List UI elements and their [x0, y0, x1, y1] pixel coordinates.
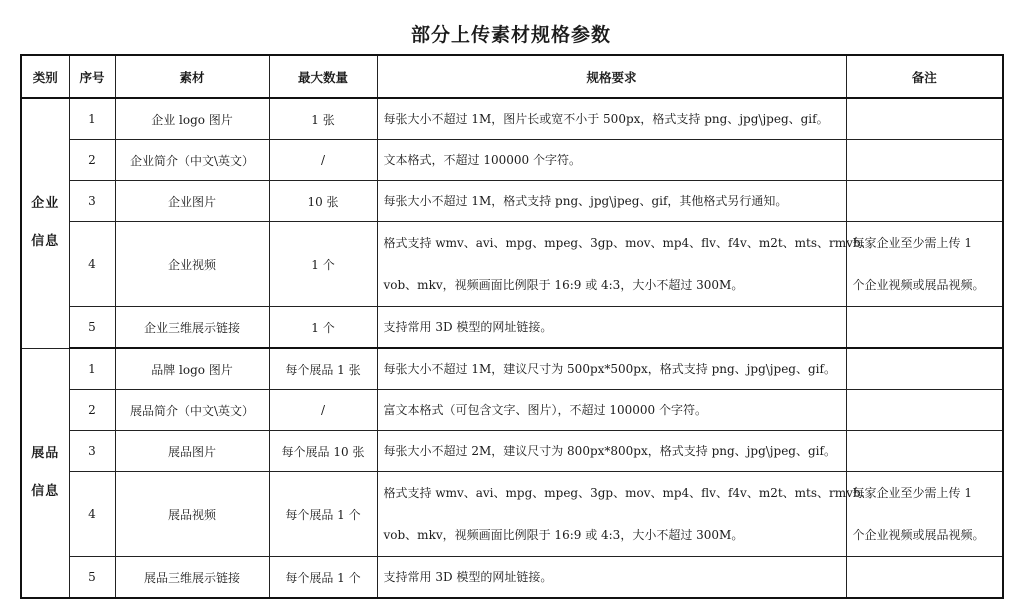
table-row [21, 222, 1003, 307]
spec-cell [377, 222, 873, 307]
max-count-cell: 1 张 [269, 98, 377, 140]
note-cell [846, 140, 1003, 181]
max-count-cell: / [269, 140, 377, 181]
header-note: 备注 [846, 55, 1003, 98]
index-cell: 2 [69, 140, 115, 181]
material-cell: 企业三维展示链接 [115, 307, 269, 349]
material-cell: 企业 logo 图片 [115, 98, 269, 140]
max-count-cell: 每个展品 1 个 [269, 557, 377, 599]
header-spec: 规格要求 [377, 55, 846, 98]
category-cell-company [21, 98, 69, 348]
spec-line: vob、mkv，视频画面比例限于 16:9 或 4:3，大小不超过 300M。 [383, 528, 744, 542]
spec-cell: 每张大小不超过 1M，建议尺寸为 500px*500px，格式支持 png、jpg\jpeg、gif。 [377, 348, 846, 390]
note-cell [846, 348, 1003, 390]
table-row [21, 307, 1003, 349]
table-row [21, 181, 1003, 222]
spec-cell: 每张大小不超过 1M，图片长或宽不小于 500px，格式支持 png、jpg\jpeg、gif。 [377, 98, 846, 140]
table-row [21, 140, 1003, 181]
spec-line: 格式支持 wmv、avi、mpg、mpeg、3gp、mov、mp4、flv、f4v、m2t、mts、rmvb、 [383, 236, 873, 250]
category-label: 企业 [31, 196, 60, 212]
table-row [21, 472, 1003, 557]
table-header-row [21, 55, 1003, 98]
category-cell-exhibit [21, 348, 69, 598]
document-title: 部分上传素材规格参数 [410, 24, 611, 46]
index-cell: 3 [69, 431, 115, 472]
index-cell: 5 [69, 307, 115, 349]
material-cell: 展品图片 [115, 431, 269, 472]
material-cell: 展品简介（中文\英文） [115, 390, 269, 431]
spec-table [20, 54, 1004, 599]
note-cell [846, 472, 1003, 557]
max-count-cell: 每个展品 1 个 [269, 472, 377, 557]
spec-line: 格式支持 wmv、avi、mpg、mpeg、3gp、mov、mp4、flv、f4v、m2t、mts、rmvb、 [383, 486, 873, 500]
spec-cell: 支持常用 3D 模型的网址链接。 [377, 557, 846, 599]
max-count-cell: 10 张 [269, 181, 377, 222]
spec-cell: 每张大小不超过 1M，格式支持 png、jpg\jpeg、gif，其他格式另行通知。 [377, 181, 846, 222]
index-cell: 5 [69, 557, 115, 599]
spec-cell: 每张大小不超过 2M，建议尺寸为 800px*800px，格式支持 png、jpg\jpeg、gif。 [377, 431, 846, 472]
max-count-cell: 1 个 [269, 307, 377, 349]
index-cell: 3 [69, 181, 115, 222]
note-cell [846, 307, 1003, 349]
table-row [21, 431, 1003, 472]
table-row [21, 98, 1003, 140]
note-cell [846, 390, 1003, 431]
category-label: 信息 [31, 234, 60, 250]
note-cell [846, 557, 1003, 599]
note-line: 个企业视频或展品视频。 [852, 278, 985, 292]
category-label: 信息 [31, 483, 60, 499]
index-cell: 1 [69, 98, 115, 140]
header-material: 素材 [115, 55, 269, 98]
material-cell: 展品视频 [115, 472, 269, 557]
material-cell: 展品三维展示链接 [115, 557, 269, 599]
max-count-cell: 每个展品 1 张 [269, 348, 377, 390]
max-count-cell: 1 个 [269, 222, 377, 307]
index-cell: 2 [69, 390, 115, 431]
spec-cell: 富文本格式（可包含文字、图片），不超过 100000 个字符。 [377, 390, 846, 431]
material-cell: 企业简介（中文\英文） [115, 140, 269, 181]
note-line: 个企业视频或展品视频。 [852, 528, 985, 542]
table-row [21, 348, 1003, 390]
spec-line: vob、mkv，视频画面比例限于 16:9 或 4:3，大小不超过 300M。 [383, 278, 744, 292]
spec-cell: 文本格式，不超过 100000 个字符。 [377, 140, 846, 181]
material-cell: 品牌 logo 图片 [115, 348, 269, 390]
index-cell: 4 [69, 472, 115, 557]
header-index: 序号 [69, 55, 115, 98]
max-count-cell: / [269, 390, 377, 431]
note-cell [846, 181, 1003, 222]
note-cell [846, 222, 1003, 307]
note-line: 每家企业至少需上传 1 [852, 236, 972, 250]
header-category: 类别 [21, 55, 69, 98]
spec-cell [377, 472, 873, 557]
index-cell: 4 [69, 222, 115, 307]
note-line: 每家企业至少需上传 1 [852, 486, 972, 500]
max-count-cell: 每个展品 10 张 [269, 431, 377, 472]
category-label: 展品 [31, 445, 60, 461]
note-cell [846, 98, 1003, 140]
table-row [21, 557, 1003, 599]
index-cell: 1 [69, 348, 115, 390]
table-row [21, 390, 1003, 431]
spec-cell: 支持常用 3D 模型的网址链接。 [377, 307, 846, 349]
header-max-count: 最大数量 [269, 55, 377, 98]
material-cell: 企业视频 [115, 222, 269, 307]
note-cell [846, 431, 1003, 472]
material-cell: 企业图片 [115, 181, 269, 222]
